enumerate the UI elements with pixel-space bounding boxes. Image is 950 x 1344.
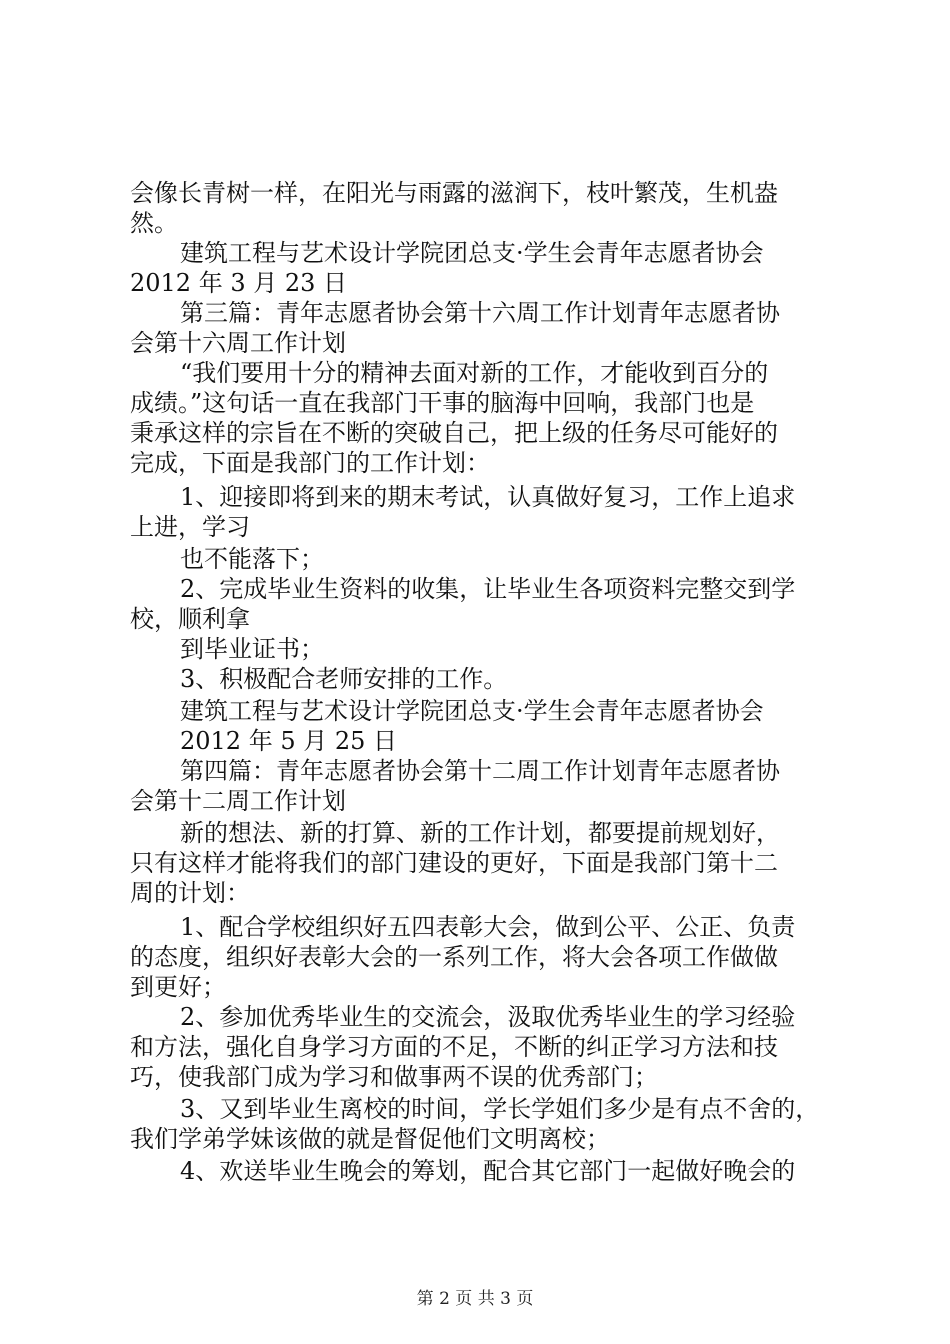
text-line: 周的计划： bbox=[130, 879, 250, 907]
list-item: 3、积极配合老师安排的工作。 bbox=[180, 665, 508, 693]
section-heading: 会第十二周工作计划 bbox=[130, 787, 346, 815]
text-line: 和方法，强化自身学习方面的不足，不断的纠正学习方法和技 bbox=[130, 1033, 778, 1061]
text-line: 到毕业证书； bbox=[180, 635, 324, 663]
section-heading: 会第十六周工作计划 bbox=[130, 329, 346, 357]
text-line: 成绩。”这句话一直在我部门干事的脑海中回响，我部门也是 bbox=[130, 389, 755, 417]
list-item: 4、欢送毕业生晚会的筹划，配合其它部门一起做好晚会的 bbox=[180, 1157, 796, 1185]
list-item: 1、配合学校组织好五四表彰大会，做到公平、公正、负责 bbox=[180, 913, 796, 941]
text-line: 上进，学习 bbox=[130, 513, 250, 541]
text-line: 秉承这样的宗旨在不断的突破自己，把上级的任务尽可能好的 bbox=[130, 419, 778, 447]
text-line: 建筑工程与艺术设计学院团总支·学生会青年志愿者协会 bbox=[180, 239, 764, 267]
list-item: 2、完成毕业生资料的收集，让毕业生各项资料完整交到学 bbox=[180, 575, 796, 603]
text-line: 我们学弟学妹该做的就是督促他们文明离校； bbox=[130, 1125, 610, 1153]
text-line: 到更好； bbox=[130, 973, 226, 1001]
text-line: 然。 bbox=[130, 209, 178, 237]
text-line: “我们要用十分的精神去面对新的工作，才能收到百分的 bbox=[180, 359, 769, 387]
text-line: 完成，下面是我部门的工作计划： bbox=[130, 449, 490, 477]
list-item: 1、迎接即将到来的期末考试，认真做好复习，工作上追求 bbox=[180, 483, 796, 511]
text-line: 只有这样才能将我们的部门建设的更好，下面是我部门第十二 bbox=[130, 849, 778, 877]
text-line: 建筑工程与艺术设计学院团总支·学生会青年志愿者协会 bbox=[180, 697, 764, 725]
text-line: 巧，使我部门成为学习和做事两不误的优秀部门； bbox=[130, 1063, 658, 1091]
list-item: 3、又到毕业生离校的时间，学长学姐们多少是有点不舍的， bbox=[180, 1095, 820, 1123]
text-line: 校，顺利拿 bbox=[130, 605, 250, 633]
section-heading: 第四篇：青年志愿者协会第十二周工作计划青年志愿者协 bbox=[180, 757, 780, 785]
date-line: 2012 年 3 月 23 日 bbox=[130, 269, 348, 297]
text-line: 会像长青树一样，在阳光与雨露的滋润下，枝叶繁茂，生机盎 bbox=[130, 179, 778, 207]
text-line: 也不能落下； bbox=[180, 545, 324, 573]
text-line: 新的想法、新的打算、新的工作计划，都要提前规划好， bbox=[180, 819, 780, 847]
page-footer: 第 2 页 共 3 页 bbox=[416, 1289, 534, 1309]
date-line: 2012 年 5 月 25 日 bbox=[180, 727, 398, 755]
list-item: 2、参加优秀毕业生的交流会，汲取优秀毕业生的学习经验 bbox=[180, 1003, 796, 1031]
section-heading: 第三篇：青年志愿者协会第十六周工作计划青年志愿者协 bbox=[180, 299, 780, 327]
text-line: 的态度，组织好表彰大会的一系列工作，将大会各项工作做做 bbox=[130, 943, 778, 971]
